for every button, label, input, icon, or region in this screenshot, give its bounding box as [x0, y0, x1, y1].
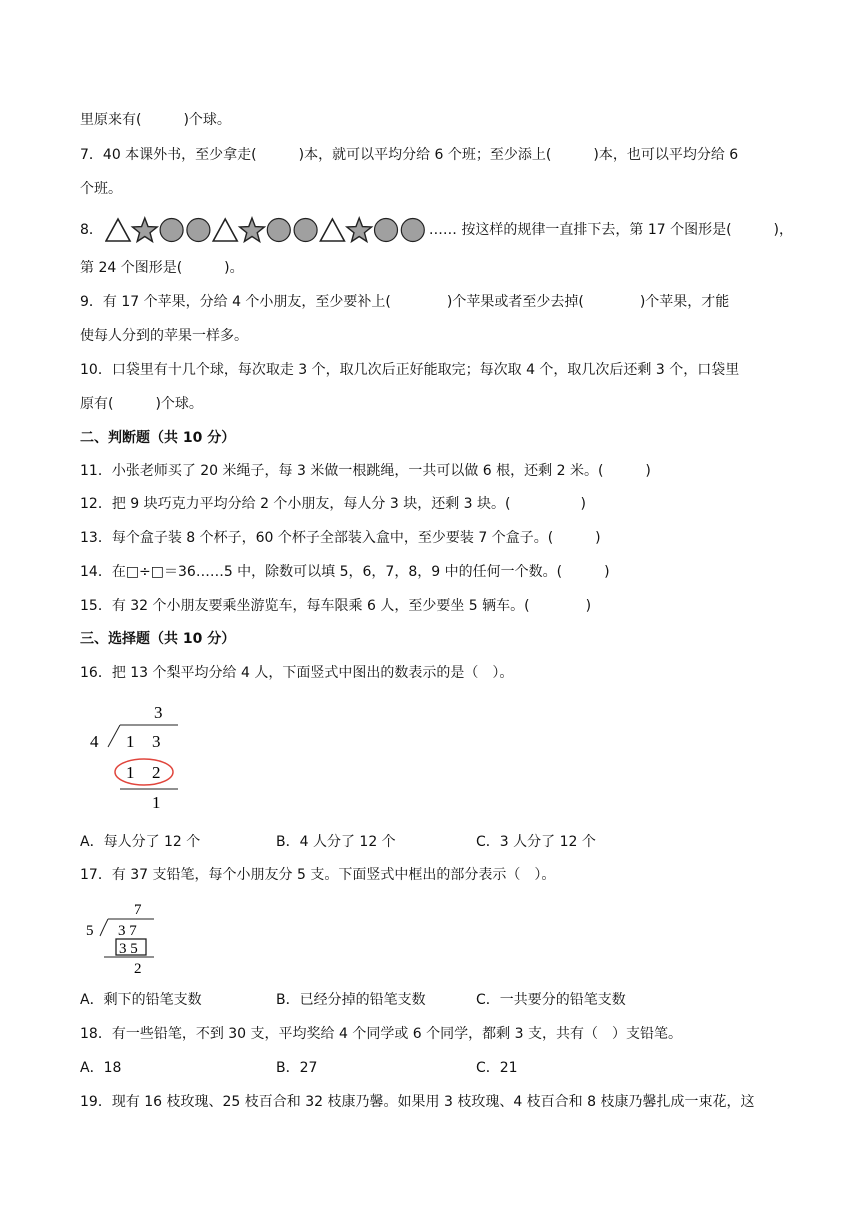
q15: 15．有 32 个小朋友要乘坐游览车，每车限乘 6 人，至少要坐 5 辆车。( ) — [80, 598, 592, 614]
shape-pattern — [105, 215, 427, 245]
q16-product-tens: 1 — [126, 763, 135, 782]
circle-icon — [401, 219, 424, 242]
q9-line1: 9．有 17 个苹果，分给 4 个小朋友，至少要补上( )个苹果或者至少去掉( )个苹果，才能 — [80, 294, 730, 310]
q10-line2: 原有( )个球。 — [80, 396, 203, 412]
q17-option-c[interactable]: C．一共要分的铅笔支数 — [476, 992, 626, 1008]
star-icon — [132, 218, 157, 242]
q16-dividend-tens: 1 — [126, 732, 135, 751]
q6-tail: 里原来有( )个球。 — [80, 112, 231, 128]
q16-quotient: 3 — [154, 703, 163, 722]
q14: 14．在□÷□＝36……5 中，除数可以填 5，6，7，8，9 中的任何一个数。( ) — [80, 564, 610, 580]
q10-line1: 10．口袋里有十几个球，每次取走 3 个，取几次后正好能取完；每次取 4 个，取几次后还剩 3 个，口袋里 — [80, 362, 740, 378]
triangle-icon — [213, 219, 237, 241]
q17-quotient: 7 — [134, 902, 142, 918]
q16-option-b[interactable]: B．4 人分了 12 个 — [276, 834, 396, 850]
q17-dividend: 3 7 — [118, 923, 137, 939]
q16: 16．把 13 个梨平均分给 4 人，下面竖式中图出的数表示的是（ ）。 — [80, 665, 514, 681]
q8-line1 — [80, 214, 793, 246]
q17-product: 3 5 — [119, 941, 138, 957]
q17-divisor: 5 — [86, 923, 94, 939]
q17-option-a[interactable]: A．剩下的铅笔支数 — [80, 992, 202, 1008]
q9-line2: 使每人分到的苹果一样多。 — [80, 328, 248, 344]
q16-option-c[interactable]: C．3 人分了 12 个 — [476, 834, 596, 850]
q8-text: …… 按这样的规律一直排下去，第 17 个图形是( )， — [428, 222, 794, 238]
q18: 18．有一些铅笔，不到 30 支，平均奖给 4 个同学或 6 个同学，都剩 3 支，共有（ ）支铅笔。 — [80, 1026, 682, 1042]
star-icon — [347, 218, 372, 242]
q16-long-division — [86, 700, 186, 815]
circle-icon — [374, 219, 397, 242]
q16-red-circle — [115, 759, 173, 785]
triangle-icon — [106, 219, 130, 241]
q16-product-ones: 2 — [152, 763, 161, 782]
q8-number: 8． — [80, 222, 103, 238]
circle-icon — [267, 219, 290, 242]
section-choice-title: 三、选择题（共 10 分） — [80, 631, 236, 647]
q18-option-a[interactable]: A．18 — [80, 1060, 122, 1076]
q7-line1: 7．40 本课外书，至少拿走( )本，就可以平均分给 6 个班；至少添上( )本，也可以平均分给 6 — [80, 147, 739, 163]
q17-option-b[interactable]: B．已经分掉的铅笔支数 — [276, 992, 426, 1008]
q11: 11．小张老师买了 20 米绳子，每 3 米做一根跳绳，一共可以做 6 根，还剩 2 米。( ) — [80, 463, 651, 479]
q17-long-division — [84, 898, 164, 978]
q8-line2: 第 24 个图形是( )。 — [80, 260, 244, 276]
q12: 12．把 9 块巧克力平均分给 2 个小朋友，每人分 3 块，还剩 3 块。( ) — [80, 496, 586, 512]
q16-divisor: 4 — [90, 732, 99, 751]
triangle-icon — [320, 219, 344, 241]
q16-remainder: 1 — [152, 793, 161, 812]
q16-dividend-ones: 3 — [152, 732, 161, 751]
q18-option-b[interactable]: B．27 — [276, 1060, 318, 1076]
q19: 19．现有 16 枝玫瑰、25 枝百合和 32 枝康乃馨。如果用 3 枝玫瑰、4 枝百合和 8 枝康乃馨扎成一束花，这 — [80, 1094, 755, 1110]
q13: 13．每个盒子装 8 个杯子，60 个杯子全部装入盒中，至少要装 7 个盒子。( ) — [80, 530, 601, 546]
circle-icon — [294, 219, 317, 242]
q16-option-a[interactable]: A．每人分了 12 个 — [80, 834, 201, 850]
q7-line2: 个班。 — [80, 181, 122, 197]
q17: 17．有 37 支铅笔，每个小朋友分 5 支。下面竖式中框出的部分表示（ ）。 — [80, 867, 556, 883]
circle-icon — [187, 219, 210, 242]
q17-remainder: 2 — [134, 961, 142, 977]
section-judgment-title: 二、判断题（共 10 分） — [80, 430, 236, 446]
star-icon — [240, 218, 265, 242]
circle-icon — [160, 219, 183, 242]
q18-option-c[interactable]: C．21 — [476, 1060, 518, 1076]
